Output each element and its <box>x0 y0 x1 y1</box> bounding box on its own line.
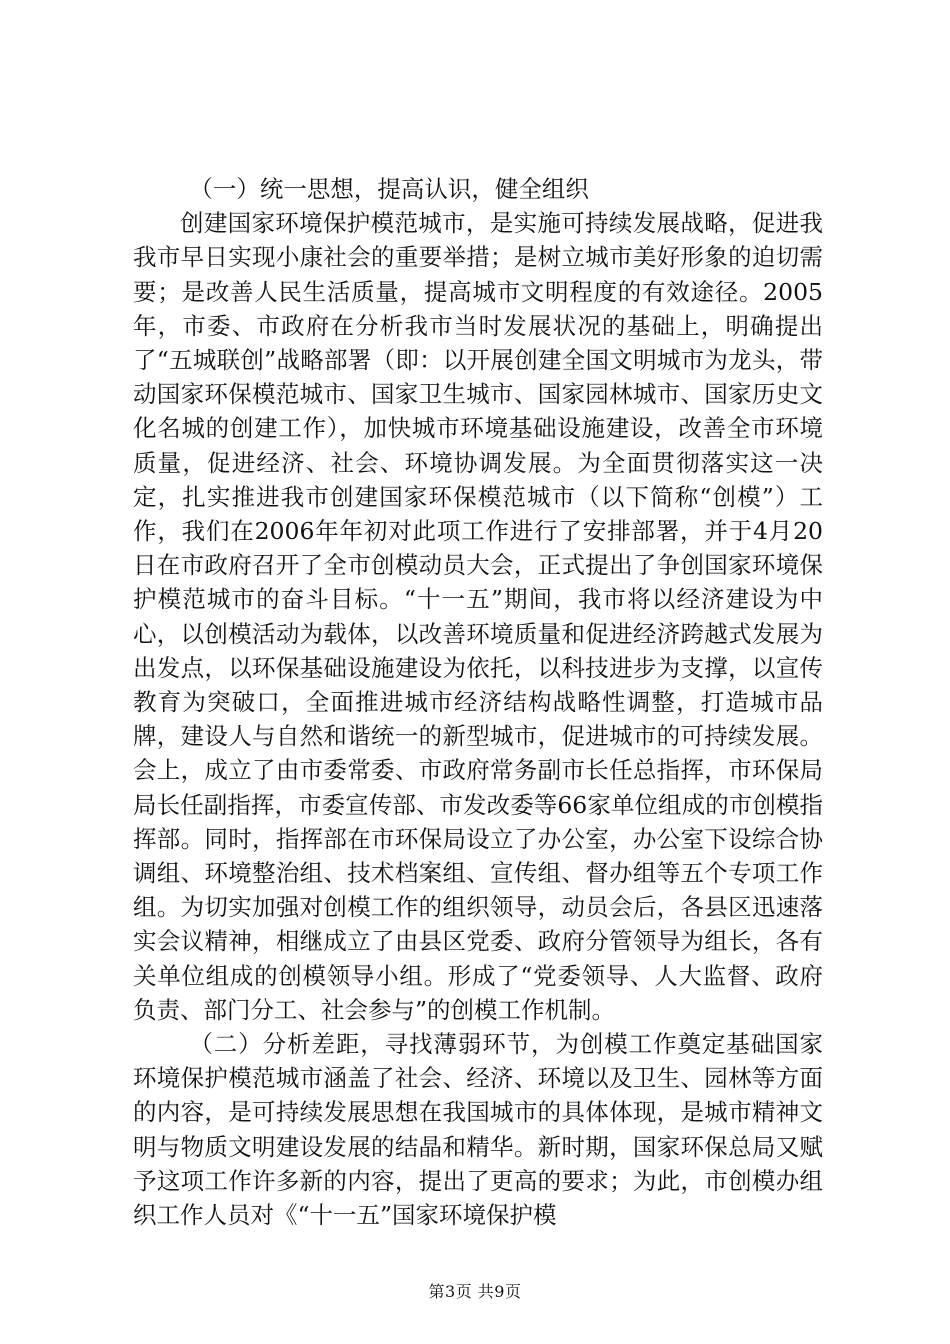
section-heading-1: （一）统一思想，提高认识，健全组织 <box>189 175 589 203</box>
page-footer: 第3页 共9页 <box>428 1282 522 1301</box>
section-heading-2-paragraph: （二）分析差距，寻找薄弱环节，为创模工作奠定基础国家环境保护模范城市涵盖了社会、经济、环境以及卫生、园林等方面的内容，是可持续发展思想在我国城市的具体体现，是城市精神文明与物质文明建设发展的结晶和精华。新时期，国家环保总局又赋予这项工作许多新的内容，提出了更高的要求；为此，市创模办组织工作人员对《“十一五”国家环境保护模 <box>133 1030 823 1230</box>
document-body <box>133 172 823 1232</box>
paragraph-1: 创建国家环境保护模范城市，是实施可持续发展战略，促进我我市早日实现小康社会的重要举措；是树立城市美好形象的迫切需要；是改善人民生活质量，提高城市文明程度的有效途径。2005年，市委、市政府在分析我市当时发展状况的基础上，明确提出了“五城联创”战略部署（即：以开展创建全国文明城市为龙头，带动国家环保模范城市、国家卫生城市、国家园林城市、国家历史文化名城的创建工作），加快城市环境基础设施建设，改善全市环境质量，促进经济、社会、环境协调发展。为全面贯彻落实这一决定，扎实推进我市创建国家环保模范城市（以下简称“创模”）工作，我们在2006年年初对此项工作进行了安排部署，并于4月20日在市政府召开了全市创模动员大会，正式提出了争创国家环境保护模范城市的奋斗目标。“十一五”期间，我市将以经济建设为中心，以创模活动为载体，以改善环境质量和促进经济跨越式发展为出发点，以环保基础设施建设为依托，以科技进步为支撑，以宣传教育为突破口，全面推进城市经济结构战略性调整，打造城市品牌，建设人与自然和谐统一的新型城市，促进城市的可持续发展。会上，成立了由市委常委、市政府常务副市长任总指挥，市环保局局长任副指挥，市委宣传部、市发改委等66家单位组成的市创模指挥部。同时，指挥部在市环保局设立了办公室，办公室下设综合协调组、环境整治组、技术档案组、宣传组、督办组等五个专项工作组。为切实加强对创模工作的组织领导，动员会后，各县区迅速落实会议精神，相继成立了由县区党委、政府分管领导为组长，各有关单位组成的创模领导小组。形成了“党委领导、人大监督、政府负责、部门分工、社会参与”的创模工作机制。 <box>133 209 823 1024</box>
